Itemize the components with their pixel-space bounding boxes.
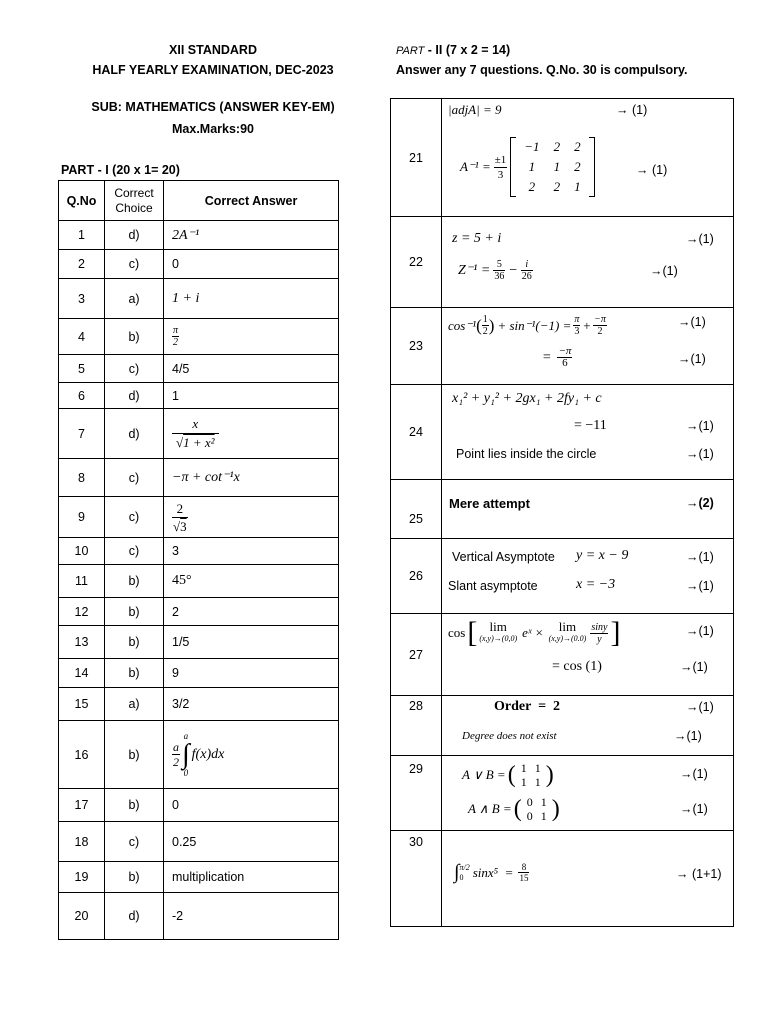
table-row — [59, 383, 339, 409]
mark: →(1) — [686, 579, 714, 593]
table-row — [59, 565, 339, 598]
answer-text: 2A⁻¹ — [172, 227, 200, 243]
answer — [164, 459, 339, 497]
mark: →(1) — [686, 447, 714, 461]
table-row — [391, 385, 734, 480]
table-row — [59, 497, 339, 538]
qno: 26 — [391, 539, 442, 614]
qno: 12 — [59, 598, 105, 626]
table-row — [59, 319, 339, 355]
answer-line: x = −3 — [576, 577, 616, 592]
cos-inverse: cos⁻¹ — [448, 317, 477, 333]
answer-line: Point lies inside the circle — [456, 447, 597, 461]
answer: 4/5 — [164, 355, 339, 383]
qno: 8 — [59, 459, 105, 497]
choice: b) — [105, 598, 164, 626]
qno: 24 — [391, 385, 442, 480]
answer-line — [460, 137, 595, 197]
answer-line: Mere attempt — [449, 496, 530, 511]
answer — [164, 319, 339, 355]
answer-line: cos [ lim (x,y)→(0,0) eˣ × lim (x,y)→(0.0) siny y ] — [448, 616, 621, 649]
answer: multiplication — [164, 862, 339, 893]
table-row — [59, 409, 339, 459]
cos-label: cos — [448, 625, 466, 640]
table-row — [59, 221, 339, 250]
choice: b) — [105, 659, 164, 688]
table-row — [391, 614, 734, 696]
table-row — [59, 250, 339, 279]
table-row — [59, 721, 339, 789]
answer: 0 — [164, 250, 339, 279]
choice: c) — [105, 497, 164, 538]
table-row — [59, 893, 339, 940]
qno: 9 — [59, 497, 105, 538]
answer-line: x₁² + y₁² + 2gx₁ + 2fy₁ + c — [452, 391, 602, 406]
fraction: $\frac{\pm 1}{3}$ — [494, 153, 507, 181]
answer: 1 — [164, 383, 339, 409]
answer: 9 — [164, 659, 339, 688]
inverse-label: A⁻¹ = — [460, 159, 491, 174]
subject-heading: SUB: MATHEMATICS (ANSWER KEY-EM) — [91, 100, 335, 114]
table-row — [59, 459, 339, 497]
choice: d) — [105, 409, 164, 459]
col-answer: Correct Answer — [164, 181, 339, 221]
mark: →(1) — [650, 264, 678, 278]
qno: 1 — [59, 221, 105, 250]
table-row — [391, 480, 734, 539]
answer — [164, 721, 339, 789]
answer — [442, 99, 734, 217]
col-choice: Correct Choice — [105, 181, 164, 221]
and-label: A ∧ B = — [468, 801, 512, 816]
table-row — [59, 355, 339, 383]
equals: = — [542, 349, 552, 365]
answer — [164, 409, 339, 459]
part1-title: PART - I (20 x 1= 20) — [61, 163, 180, 177]
answer-line: z = 5 + i — [452, 231, 502, 246]
choice: a) — [105, 279, 164, 319]
qno: 14 — [59, 659, 105, 688]
qno: 30 — [391, 831, 442, 927]
part2-title — [396, 43, 510, 57]
answer — [164, 221, 339, 250]
qno: 6 — [59, 383, 105, 409]
answer-fraction: $\frac{\pi}{2}$ — [173, 325, 179, 348]
table-row — [59, 279, 339, 319]
or-label: A ∨ B = — [462, 767, 506, 782]
qno: 27 — [391, 614, 442, 696]
table-row — [391, 99, 734, 217]
answer-line: Order = 2 — [494, 699, 561, 714]
qno: 13 — [59, 626, 105, 659]
integral-sign: ∫ — [454, 861, 460, 883]
answer: 0 — [164, 789, 339, 822]
mark: →(1) — [678, 352, 706, 366]
answer-line — [542, 346, 572, 369]
part2-table — [390, 98, 734, 927]
answer-text: 45° — [172, 573, 192, 588]
table-row — [391, 308, 734, 385]
qno: 20 — [59, 893, 105, 940]
part1-header-row — [59, 181, 339, 221]
answer — [442, 831, 734, 927]
choice: d) — [105, 893, 164, 940]
qno: 29 — [391, 756, 442, 831]
matrix: −1 2 2 1 1 2 2 2 1 — [510, 137, 594, 197]
answer-text: 1 + i — [172, 290, 200, 306]
fraction: $\frac{5}{36}$ — [494, 259, 505, 282]
mark: →(1) — [674, 729, 702, 743]
qno: 15 — [59, 688, 105, 721]
answer — [164, 279, 339, 319]
answer-label: Z⁻¹ = — [458, 263, 491, 278]
answer — [442, 480, 734, 539]
lim-subscript: (x,y)→(0,0) — [479, 634, 518, 643]
answer — [442, 217, 734, 308]
mark: → (1+1) — [676, 867, 722, 881]
qno: 28 — [391, 696, 442, 756]
mark: →(1) — [686, 700, 714, 714]
mark: → (1) — [616, 103, 648, 117]
answer-fraction: $\frac{2}{√3}$ — [173, 500, 187, 534]
answer — [442, 539, 734, 614]
answer — [442, 385, 734, 480]
mark: →(1) — [680, 767, 708, 781]
answer-line: Z⁻¹ = $\frac{5}{36}$ − $\frac{i}{26}$ — [458, 259, 532, 282]
fraction: $\frac{\pi}{3}$ — [574, 314, 580, 337]
answer — [164, 565, 339, 598]
qno: 3 — [59, 279, 105, 319]
answer-line: y = x − 9 — [576, 548, 629, 563]
qno: 11 — [59, 565, 105, 598]
table-row — [391, 756, 734, 831]
qno: 25 — [391, 480, 442, 539]
table-row — [59, 822, 339, 862]
qno: 22 — [391, 217, 442, 308]
choice: c) — [105, 250, 164, 279]
qno: 4 — [59, 319, 105, 355]
col-qno: Q.No — [59, 181, 105, 221]
choice: d) — [105, 383, 164, 409]
answer-line — [454, 861, 529, 884]
answer-integral: a 2 a ∫ 0 f(x)dx — [173, 730, 225, 778]
mark: →(1) — [678, 315, 706, 329]
answer: 3/2 — [164, 688, 339, 721]
qno: 7 — [59, 409, 105, 459]
answer — [164, 497, 339, 538]
mark: → (1) — [636, 163, 668, 177]
qno: 21 — [391, 99, 442, 217]
choice: c) — [105, 355, 164, 383]
choice: d) — [105, 221, 164, 250]
choice: b) — [105, 789, 164, 822]
table-row — [59, 862, 339, 893]
answer-line: Slant asymptote — [448, 579, 538, 593]
mark: →(1) — [686, 419, 714, 433]
table-row — [59, 659, 339, 688]
qno: 2 — [59, 250, 105, 279]
lower-limit: 0 — [459, 872, 464, 882]
max-marks: Max.Marks:90 — [172, 122, 254, 136]
qno: 5 — [59, 355, 105, 383]
sin-inverse: + sin⁻¹(−1) = — [497, 317, 572, 333]
qno: 19 — [59, 862, 105, 893]
table-row — [59, 789, 339, 822]
choice: c) — [105, 459, 164, 497]
answer — [442, 308, 734, 385]
fraction: siny y — [591, 621, 608, 645]
answer: 2 — [164, 598, 339, 626]
answer: -2 — [164, 893, 339, 940]
part2-instruction: Answer any 7 questions. Q.No. 30 is compulsory. — [396, 63, 688, 77]
answer: 0.25 — [164, 822, 339, 862]
choice: a) — [105, 688, 164, 721]
table-row — [59, 688, 339, 721]
choice: b) — [105, 862, 164, 893]
choice: b) — [105, 721, 164, 789]
integrand: sinx⁵ = — [472, 864, 514, 880]
qno: 18 — [59, 822, 105, 862]
qno: 17 — [59, 789, 105, 822]
fraction: $\frac{-\pi}{2}$ — [594, 314, 606, 337]
part1-table — [58, 180, 339, 940]
mark: →(1) — [686, 624, 714, 638]
answer-text: −π + cot⁻¹x — [172, 470, 240, 485]
exam-heading: HALF YEARLY EXAMINATION, DEC-2023 — [92, 63, 334, 77]
mark: →(1) — [680, 660, 708, 674]
answer-fraction: $\frac{x}{\text{√1 + x²}}$ — [172, 415, 219, 452]
upper-limit: π/2 — [459, 862, 470, 872]
answer-line: Vertical Asymptote — [452, 550, 555, 564]
answer-line: |adjA| = 9 — [448, 102, 502, 117]
fraction: $\frac{-\pi}{6}$ — [558, 345, 572, 369]
answer-line: = −11 — [574, 418, 607, 433]
table-row — [391, 696, 734, 756]
answer — [442, 696, 734, 756]
table-row — [59, 626, 339, 659]
qno: 23 — [391, 308, 442, 385]
lim-subscript: (x,y)→(0.0) — [548, 634, 587, 643]
part2-title-rest: - II (7 x 2 = 14) — [424, 43, 511, 57]
mark: →(2) — [686, 496, 714, 510]
choice: b) — [105, 565, 164, 598]
choice: c) — [105, 538, 164, 565]
answer-line: Degree does not exist — [462, 730, 557, 742]
lim-label: lim — [489, 619, 507, 634]
choice: b) — [105, 626, 164, 659]
fraction: $\frac{8}{15}$ — [519, 862, 529, 883]
answer — [442, 756, 734, 831]
answer — [442, 614, 734, 696]
exp-term: eˣ × — [522, 625, 544, 640]
part2-title-prefix: PART — [396, 45, 425, 57]
answer-line: A ∨ B = ( 1 1 1 1 ) — [462, 761, 554, 789]
choice: b) — [105, 319, 164, 355]
mark: →(1) — [686, 550, 714, 564]
table-row — [391, 539, 734, 614]
qno: 10 — [59, 538, 105, 565]
answer: 3 — [164, 538, 339, 565]
answer: 1/5 — [164, 626, 339, 659]
table-row — [391, 217, 734, 308]
table-row — [59, 598, 339, 626]
choice: c) — [105, 822, 164, 862]
mark: →(1) — [680, 802, 708, 816]
answer-line: = cos (1) — [552, 659, 602, 674]
fraction: $\frac{i}{26}$ — [521, 259, 532, 282]
plus: + — [582, 317, 592, 333]
qno: 16 — [59, 721, 105, 789]
table-row — [59, 538, 339, 565]
standard-heading: XII STANDARD — [169, 43, 257, 57]
answer-line: A ∧ B = ( 0 1 0 1 ) — [468, 795, 560, 823]
answer-line: cos⁻¹ ( 1 2 ) + sin⁻¹(−1) = $\frac{\pi}{3}$ + $\frac{-\pi}{2}$ — [448, 314, 606, 337]
table-row — [391, 831, 734, 927]
mark: →(1) — [686, 232, 714, 246]
fraction: 1 2 — [482, 314, 488, 337]
lim-label: lim — [558, 619, 577, 634]
